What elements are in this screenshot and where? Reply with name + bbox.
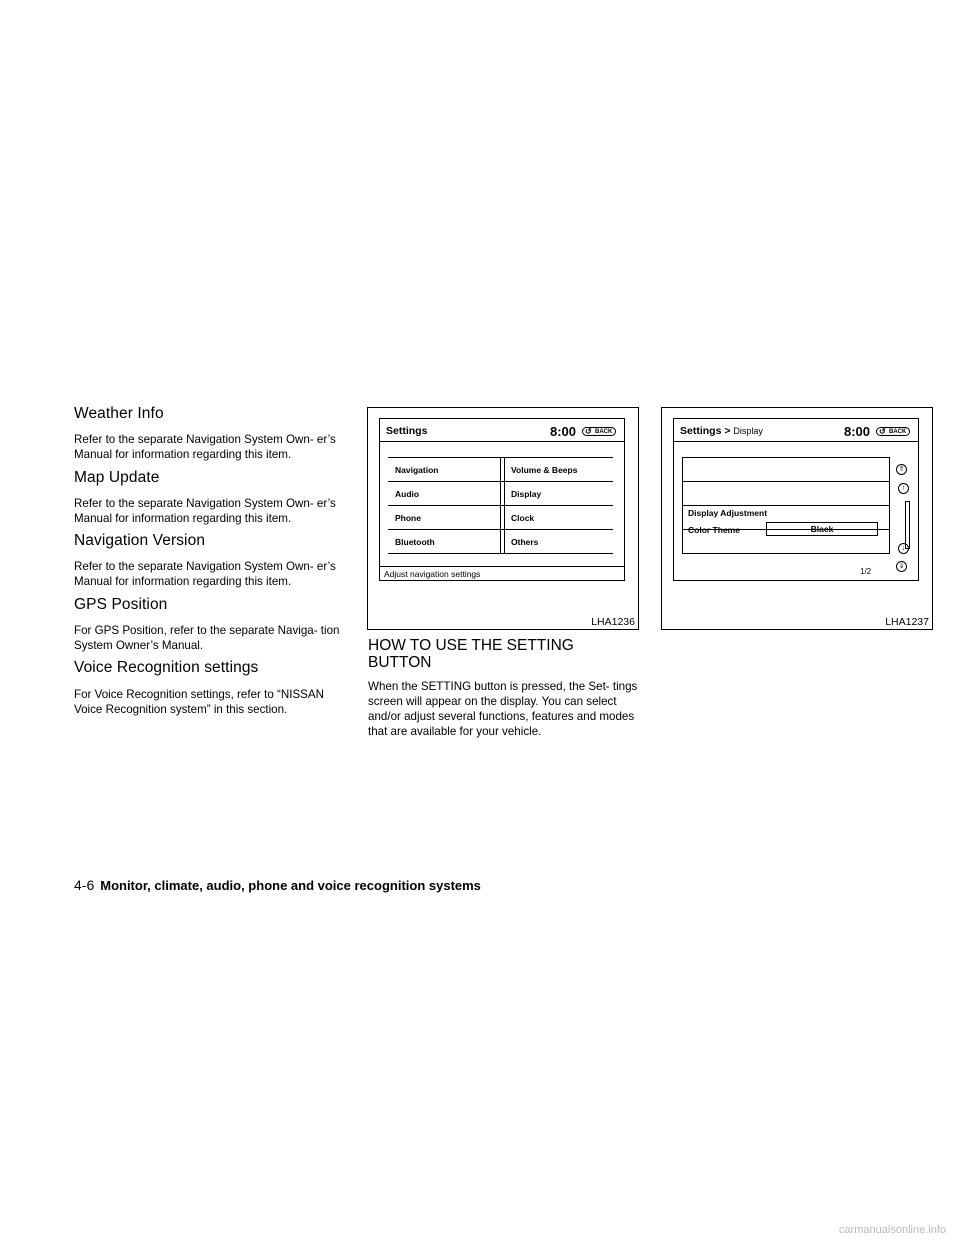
back-arrow-icon: ↺ bbox=[879, 427, 886, 436]
text-weather-info: Refer to the separate Navigation System Own- er’s Manual for information regarding this item. bbox=[74, 433, 336, 461]
heading-map-update: Map Update bbox=[74, 469, 160, 486]
grid-divider bbox=[504, 457, 505, 554]
page-indicator: 1/2 bbox=[860, 567, 872, 576]
middle-column bbox=[368, 637, 640, 739]
screen-title-main: Settings > bbox=[680, 425, 731, 437]
row-display-adjustment[interactable]: Display Adjustment bbox=[688, 508, 768, 518]
back-button[interactable] bbox=[582, 427, 616, 436]
display-settings-screen bbox=[673, 418, 919, 581]
menu-item-phone[interactable]: Phone bbox=[395, 513, 421, 523]
list-edge bbox=[682, 457, 683, 554]
status-divider bbox=[380, 566, 624, 567]
section-heading bbox=[368, 637, 640, 671]
menu-item-volume-beeps[interactable]: Volume & Beeps bbox=[511, 465, 578, 475]
chapter-title: Monitor, climate, audio, phone and voice recognition systems bbox=[100, 878, 481, 893]
title-divider bbox=[674, 441, 918, 442]
list-line bbox=[682, 553, 890, 554]
section-paragraph: When the SETTING button is pressed, the Set- tings screen will appear on the display. You can select and/or adjust several functions, features and modes that are available for your vehicle. bbox=[368, 680, 638, 738]
screen-title bbox=[680, 425, 763, 437]
screen-clock: 8:00 bbox=[844, 424, 871, 439]
back-arrow-icon: ↺ bbox=[585, 427, 592, 436]
screen-title-sub: Display bbox=[733, 426, 763, 436]
heading-weather-info: Weather Info bbox=[74, 405, 164, 422]
row-color-theme[interactable]: Color Theme bbox=[688, 525, 740, 535]
section-heading-line1: HOW TO USE THE SETTING bbox=[368, 637, 574, 654]
settings-screen bbox=[379, 418, 625, 581]
text-voice-recognition: For Voice Recognition settings, refer to “NISSAN Voice Recognition system” in this section. bbox=[74, 688, 325, 716]
back-button[interactable] bbox=[876, 427, 910, 436]
page-footer bbox=[74, 877, 481, 893]
back-label: BACK bbox=[595, 429, 613, 435]
text-map-update: Refer to the separate Navigation System Own- er’s Manual for information regarding this item. bbox=[74, 497, 336, 525]
menu-item-display[interactable]: Display bbox=[511, 489, 542, 499]
text-navigation-version: Refer to the separate Navigation System Own- er’s Manual for information regarding this item. bbox=[74, 560, 336, 588]
screen-title: Settings bbox=[386, 425, 428, 437]
watermark: carmanualsonline.info bbox=[838, 1224, 946, 1236]
heading-navigation-version: Navigation Version bbox=[74, 532, 206, 549]
figure-id: LHA1236 bbox=[591, 616, 635, 628]
list-line bbox=[682, 481, 890, 482]
back-label: BACK bbox=[889, 429, 907, 435]
grid-divider bbox=[500, 457, 501, 554]
figure-display-settings bbox=[661, 407, 933, 630]
scroll-up-icon[interactable]: ↑ bbox=[898, 483, 909, 494]
text-gps-position: For GPS Position, refer to the separate Naviga- tion System Owner’s Manual. bbox=[74, 624, 340, 652]
list-line bbox=[682, 505, 890, 506]
section-heading-line2: BUTTON bbox=[368, 654, 432, 671]
menu-item-navigation[interactable]: Navigation bbox=[395, 465, 439, 475]
screen-clock: 8:00 bbox=[550, 424, 577, 439]
scroll-bottom-icon[interactable]: ⇓ bbox=[896, 561, 907, 572]
figure-settings-menu bbox=[367, 407, 639, 630]
heading-gps-position: GPS Position bbox=[74, 596, 168, 613]
color-theme-value[interactable]: Black bbox=[766, 522, 878, 536]
menu-item-clock[interactable]: Clock bbox=[511, 513, 535, 523]
heading-voice-recognition: Voice Recognition settings bbox=[74, 659, 259, 676]
title-divider bbox=[380, 441, 624, 442]
menu-item-audio[interactable]: Audio bbox=[395, 489, 420, 499]
scroll-top-icon[interactable]: ⇑ bbox=[896, 464, 907, 475]
menu-item-others[interactable]: Others bbox=[511, 537, 539, 547]
status-text: Adjust navigation settings bbox=[384, 569, 481, 579]
list-edge bbox=[889, 457, 890, 554]
menu-item-bluetooth[interactable]: Bluetooth bbox=[395, 537, 435, 547]
list-line bbox=[682, 457, 890, 458]
scroll-down-icon[interactable]: ↓ bbox=[898, 543, 909, 554]
figure-id: LHA1237 bbox=[885, 616, 929, 628]
scrollbar-track[interactable] bbox=[905, 501, 910, 549]
page-number: 4-6 bbox=[74, 877, 95, 893]
